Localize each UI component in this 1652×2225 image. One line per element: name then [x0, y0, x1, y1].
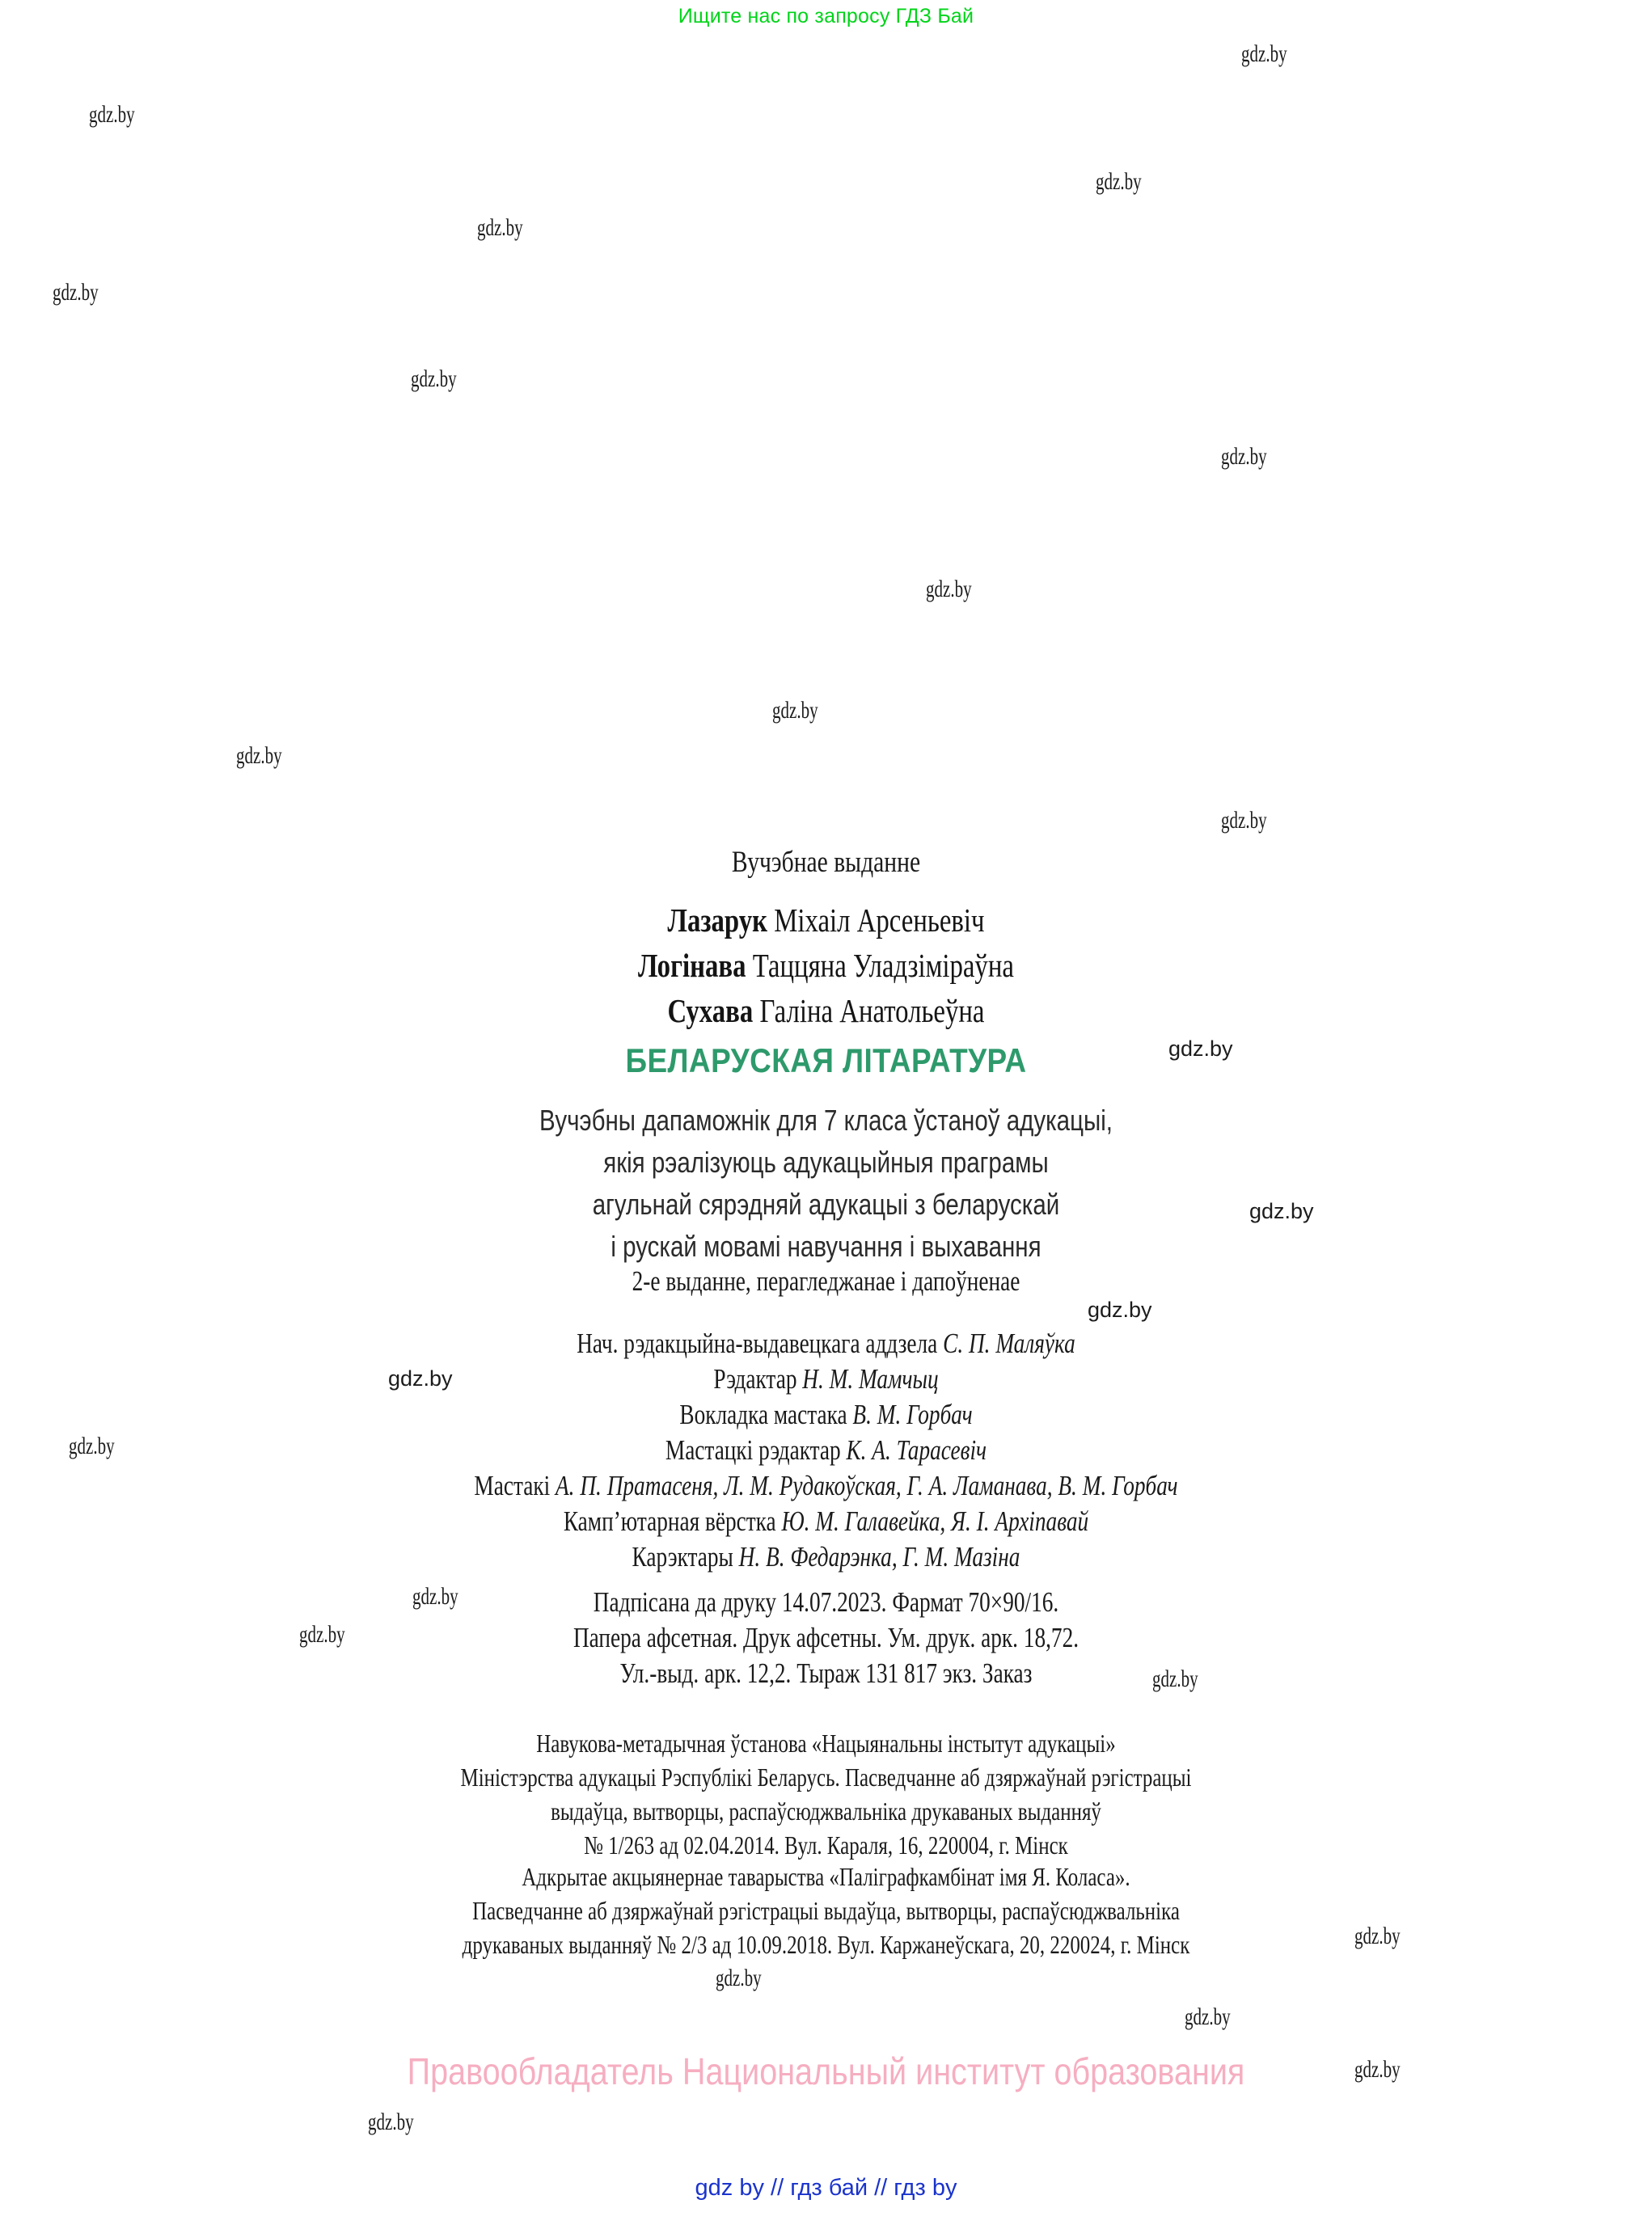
- book-title: БЕЛАРУСКАЯ ЛІТАРАТУРА: [625, 1041, 1027, 1079]
- staff-line: [182, 1468, 1471, 1504]
- staff-names: В. М. Горбач: [852, 1399, 973, 1430]
- publisher-primary: [0, 1726, 1652, 1862]
- staff-names: С. П. Маляўка: [943, 1328, 1075, 1359]
- subtitle-line: Вучэбны дапаможнік для 7 класа ўстаноў адукацыі,: [539, 1104, 1113, 1137]
- staff-names: А. П. Пратасеня, Л. М. Рудакоўская, Г. А. Ламанава, В. М. Горбач: [556, 1470, 1178, 1501]
- staff-line: [182, 1362, 1471, 1397]
- watermark: gdz.by: [772, 697, 818, 724]
- watermark: gdz.by: [1354, 2056, 1401, 2083]
- watermark: gdz.by: [53, 279, 99, 306]
- authors-block: [0, 897, 1652, 1033]
- staff-names: Н. М. Мамчыц: [802, 1363, 939, 1395]
- publisher-printer-line: Адкрытае акцыянернае таварыства «Паліграфкамбінат імя Я. Коласа».: [522, 1862, 1130, 1891]
- watermark: gdz.by: [412, 1583, 458, 1610]
- watermark: gdz.by: [299, 1621, 345, 1648]
- watermark: gdz.by: [1249, 1199, 1314, 1223]
- author-line: [165, 897, 1486, 943]
- watermark: gdz.by: [1185, 2003, 1231, 2030]
- staff-role: Камп’ютарная вёрстка: [563, 1505, 782, 1537]
- print-info: [0, 1585, 1652, 1691]
- publisher-primary-line: Міністэрства адукацыі Рэспублікі Беларусь. Пасведчанне аб дзяржаўнай рэгістрацыі: [460, 1763, 1192, 1792]
- staff-line: [182, 1433, 1471, 1468]
- copyright-strip: Правообладатель Национальный институт образования: [407, 2050, 1245, 2092]
- publisher-primary-line: № 1/263 ад 02.04.2014. Вул. Караля, 16, 220004, г. Мінск: [584, 1830, 1068, 1860]
- staff-line: [182, 1539, 1471, 1575]
- staff-role: Мастакі: [474, 1470, 556, 1501]
- watermark: gdz.by: [1168, 1037, 1233, 1061]
- publisher-primary-line: выдаўца, вытворцы, распаўсюджвальніка друкаваных выданняў: [551, 1796, 1101, 1826]
- publisher-primary-line: Навукова-метадычная ўстанова «Нацыянальны інстытут адукацыі»: [536, 1729, 1116, 1758]
- watermark: gdz.by: [1221, 443, 1267, 470]
- publisher-printer-line: друкаваных выданняў № 2/3 ад 10.09.2018. Вул. Каржанеўскага, 20, 220024, г. Мінск: [462, 1930, 1190, 1959]
- print-info-line: Падпісана да друку 14.07.2023. Фармат 70×90/16.: [593, 1586, 1059, 1618]
- author-surname: Логінава: [638, 947, 746, 984]
- print-info-line: Папера афсетная. Друк афсетны. Ум. друк. арк. 18,72.: [572, 1622, 1080, 1653]
- promo-banner: Ищите нас по запросу ГДЗ Бай: [678, 5, 974, 27]
- edition-kind: Вучэбнае выданне: [731, 846, 921, 879]
- staff-names: Н. В. Федарэнка, Г. М. Мазіна: [738, 1541, 1020, 1573]
- author-surname: Лазарук: [667, 901, 768, 939]
- author-given-names: Таццяна Уладзіміраўна: [746, 947, 1014, 984]
- subtitle-line: якія рэалізуюць адукацыйныя праграмы: [603, 1146, 1049, 1179]
- edition-note: 2-е выданне, перагледжанае і дапоўненае: [632, 1265, 1020, 1297]
- watermark: gdz.by: [236, 742, 282, 769]
- subtitle-line: агульнай сярэдняй адукацыі з беларускай: [592, 1188, 1060, 1221]
- staff-line: [182, 1504, 1471, 1539]
- staff-role: Нач. рэдакцыйна-выдавецкага аддзела: [577, 1328, 944, 1359]
- publisher-printer-line: Пасведчанне аб дзяржаўнай рэгістрацыі выдаўца, вытворцы, распаўсюджвальніка: [472, 1896, 1180, 1925]
- footer-links[interactable]: gdz by // гдз бай // гдз by: [695, 2175, 957, 2201]
- watermark: gdz.by: [388, 1366, 453, 1391]
- staff-role: Рэдактар: [713, 1363, 803, 1395]
- staff-line: [182, 1326, 1471, 1362]
- watermark: gdz.by: [89, 101, 135, 128]
- author-line: [165, 943, 1486, 988]
- watermark: gdz.by: [477, 214, 523, 241]
- watermark: gdz.by: [926, 576, 972, 602]
- watermark: gdz.by: [69, 1433, 115, 1459]
- watermark: gdz.by: [1152, 1666, 1198, 1692]
- book-subtitle: [149, 1100, 1503, 1268]
- print-info-line: Ул.-выд. арк. 12,2. Тыраж 131 817 экз. Заказ: [619, 1657, 1033, 1689]
- watermark: gdz.by: [1096, 168, 1142, 195]
- staff-line: [182, 1397, 1471, 1433]
- author-given-names: Міхаіл Арсеньевіч: [767, 901, 985, 939]
- watermark: gdz.by: [1354, 1923, 1401, 1949]
- publisher-printer: [0, 1860, 1652, 1961]
- staff-role: Вокладка мастака: [679, 1399, 853, 1430]
- staff-names: К. А. Тарасевіч: [846, 1434, 987, 1466]
- watermark: gdz.by: [716, 1965, 762, 1991]
- watermark: gdz.by: [1241, 40, 1287, 67]
- author-given-names: Галіна Анатольеўна: [753, 992, 985, 1029]
- staff-names: Ю. М. Галавейка, Я. І. Архіпавай: [781, 1505, 1089, 1537]
- production-staff: [0, 1326, 1652, 1575]
- subtitle-line: і рускай мовамі навучання і выхавання: [611, 1230, 1041, 1263]
- watermark: gdz.by: [1221, 807, 1267, 834]
- watermark: gdz.by: [1088, 1298, 1152, 1322]
- author-line: [165, 988, 1486, 1033]
- watermark: gdz.by: [411, 365, 457, 392]
- watermark: gdz.by: [368, 2109, 414, 2135]
- author-surname: Сухава: [667, 992, 754, 1029]
- staff-role: Карэктары: [632, 1541, 739, 1573]
- staff-role: Мастацкі рэдактар: [665, 1434, 847, 1466]
